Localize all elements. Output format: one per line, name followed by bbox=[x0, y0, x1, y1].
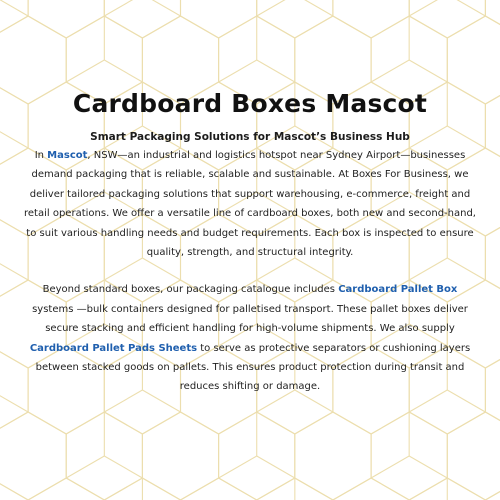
catalogue-text-end: to serve as protective separators or cushioning layers between stacked goods on pallets. This ensures product protection during transit and reduces shifting or damage. bbox=[35, 342, 471, 393]
cube-edge-line bbox=[0, 0, 28, 16]
cube-edge-line bbox=[66, 456, 104, 478]
cube-edge-line bbox=[371, 456, 409, 478]
hexagon-cell bbox=[28, 0, 104, 38]
page-title: Cardboard Boxes Mascot bbox=[72, 89, 428, 118]
cube-edge-line bbox=[371, 60, 409, 82]
cube-edge-line bbox=[104, 456, 142, 478]
catalogue-text-start: Beyond standard boxes, our packaging catalogue includes bbox=[42, 284, 339, 296]
cube-edge-line bbox=[295, 0, 333, 16]
hexagon-cell bbox=[485, 478, 500, 500]
intro-paragraph bbox=[22, 146, 478, 262]
hexagon-cell bbox=[485, 346, 500, 434]
hexagon-cell bbox=[485, 82, 500, 170]
cube-edge-line bbox=[219, 456, 257, 478]
hexagon-cell bbox=[0, 412, 66, 500]
catalogue-text-middle: systems —bulk containers designed for palletised transport. These pallet boxes deliver secure stacking and efficient handling for high-volume shipments. We also supply bbox=[32, 303, 468, 335]
cube-edge-line bbox=[409, 0, 447, 16]
hexagon-cell bbox=[181, 0, 257, 38]
hexagon-cell bbox=[142, 412, 218, 500]
cube-edge-line bbox=[219, 60, 257, 82]
hexagon-cell bbox=[333, 478, 409, 500]
hexagon-cell bbox=[0, 478, 28, 500]
cube-edge-line bbox=[142, 0, 180, 16]
cube-edge-line bbox=[447, 0, 485, 16]
catalogue-paragraph bbox=[22, 280, 478, 396]
page-subtitle: Smart Packaging Solutions for Mascot’s Business Hub bbox=[90, 131, 410, 143]
hexagon-cell bbox=[409, 0, 485, 38]
main-content bbox=[22, 86, 478, 397]
cube-edge-line bbox=[104, 0, 142, 16]
hexagon-cell bbox=[257, 0, 333, 38]
mascot-link[interactable]: Mascot bbox=[47, 150, 88, 161]
cube-edge-line bbox=[66, 60, 104, 82]
hexagon-cell bbox=[104, 0, 180, 38]
hexagon-cell bbox=[447, 412, 500, 500]
cube-edge-line bbox=[257, 60, 295, 82]
cardboard-pallet-box-link[interactable]: Cardboard Pallet Box bbox=[338, 284, 458, 296]
cardboard-pallet-pads-sheets-link[interactable]: Cardboard Pallet Pads Sheets bbox=[29, 342, 198, 354]
intro-text-start: In bbox=[34, 150, 48, 161]
hexagon-cell bbox=[485, 0, 500, 38]
cube-edge-line bbox=[409, 60, 447, 82]
cube-edge-line bbox=[409, 456, 447, 478]
cube-edge-line bbox=[257, 456, 295, 478]
hexagon-cell bbox=[485, 214, 500, 302]
hexagon-cell bbox=[295, 412, 371, 500]
intro-text-end: , NSW—an industrial and logistics hotspot near Sydney Airport—businesses demand packaging that is reliable, scalable and sustainable. At Boxes For Business, we deliver tailored packaging solutions that support warehousing, e-commerce, freight and retail operations. We offer a versatile line of cardboard boxes, both new and second-hand, to suit various handling needs and budget requirements. Each box is inspected to ensure quality, strength, and structural integrity. bbox=[24, 150, 476, 259]
hexagon-cell bbox=[28, 478, 104, 500]
cube-edge-line bbox=[257, 0, 295, 16]
hexagon-cell bbox=[181, 478, 257, 500]
cube-edge-line bbox=[104, 60, 142, 82]
hexagon-cell bbox=[333, 0, 409, 38]
